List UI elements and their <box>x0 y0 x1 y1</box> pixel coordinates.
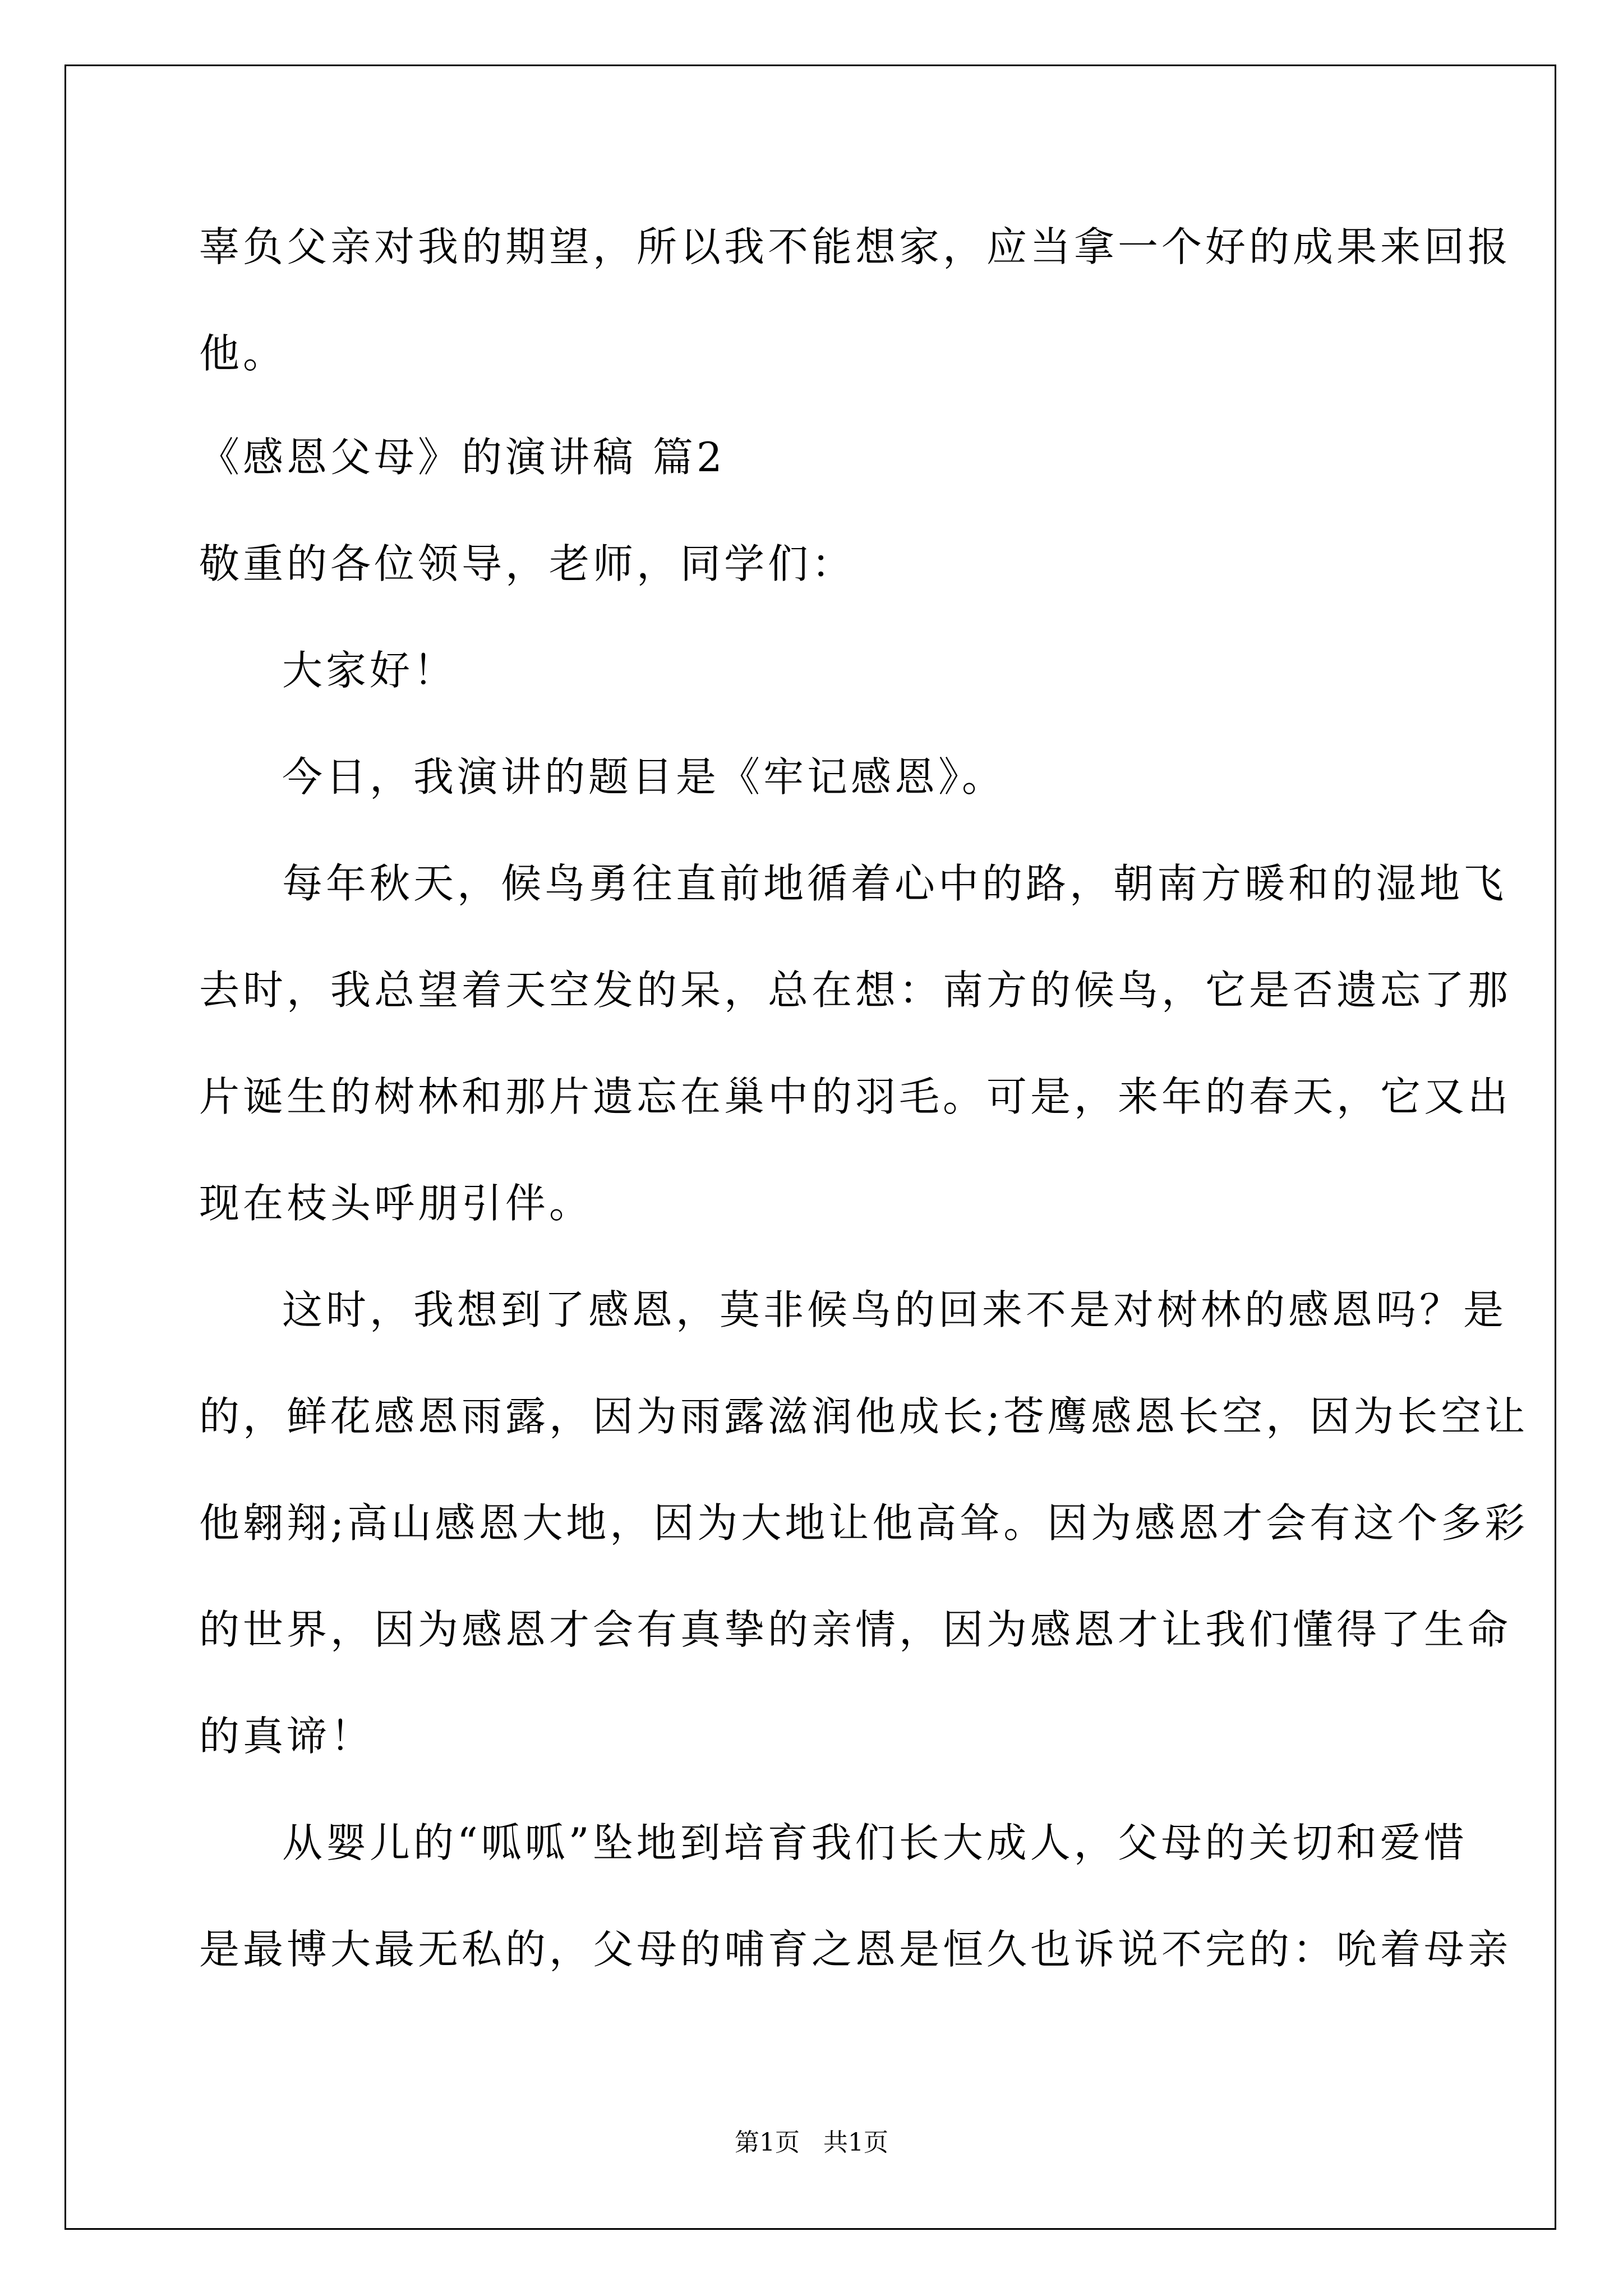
text-line: 的真谛！ <box>199 1713 375 1760</box>
text-line: 每年秋天，候鸟勇往直前地循着心中的路，朝南方暖和的湿地飞 <box>282 860 1507 907</box>
text-line: 现在枝头呼朋引伴。 <box>199 1180 593 1227</box>
salutation: 敬重的各位领导，老师，同学们： <box>199 540 856 587</box>
page-total: 共1页 <box>823 2128 888 2157</box>
text-line: 今日，我演讲的题目是《牢记感恩》。 <box>282 753 1006 800</box>
text-line: 他翱翔;高山感恩大地，因为大地让他高耸。因为感恩才会有这个多彩 <box>199 1499 1529 1547</box>
text-line: 是最博大最无私的，父母的哺育之恩是恒久也诉说不完的：吮着母亲 <box>199 1926 1512 1973</box>
greeting: 大家好！ <box>282 647 458 694</box>
text-line: 辜负父亲对我的期望，所以我不能想家，应当拿一个好的成果来回报 <box>199 223 1512 270</box>
text-line: 这时，我想到了感恩，莫非候鸟的回来不是对树林的感恩吗？是 <box>282 1286 1507 1333</box>
section-heading: 《感恩父母》的演讲稿 篇2 <box>199 434 726 481</box>
page-border <box>64 65 1556 2230</box>
page-footer <box>0 2126 1623 2160</box>
page-number: 第1页 <box>735 2128 800 2157</box>
text-line: 的世界，因为感恩才会有真挚的亲情，因为感恩才让我们懂得了生命 <box>199 1606 1512 1653</box>
text-line: 的，鲜花感恩雨露，因为雨露滋润他成长;苍鹰感恩长空，因为长空让 <box>199 1393 1529 1440</box>
text-line: 片诞生的树林和那片遗忘在巢中的羽毛。可是，来年的春天，它又出 <box>199 1073 1512 1120</box>
text-line: 从婴儿的“呱呱”坠地到培育我们长大成人，父母的关切和爱惜 <box>282 1819 1468 1866</box>
text-line: 去时，我总望着天空发的呆，总在想：南方的候鸟，它是否遗忘了那 <box>199 967 1512 1014</box>
text-line: 他。 <box>199 330 287 377</box>
